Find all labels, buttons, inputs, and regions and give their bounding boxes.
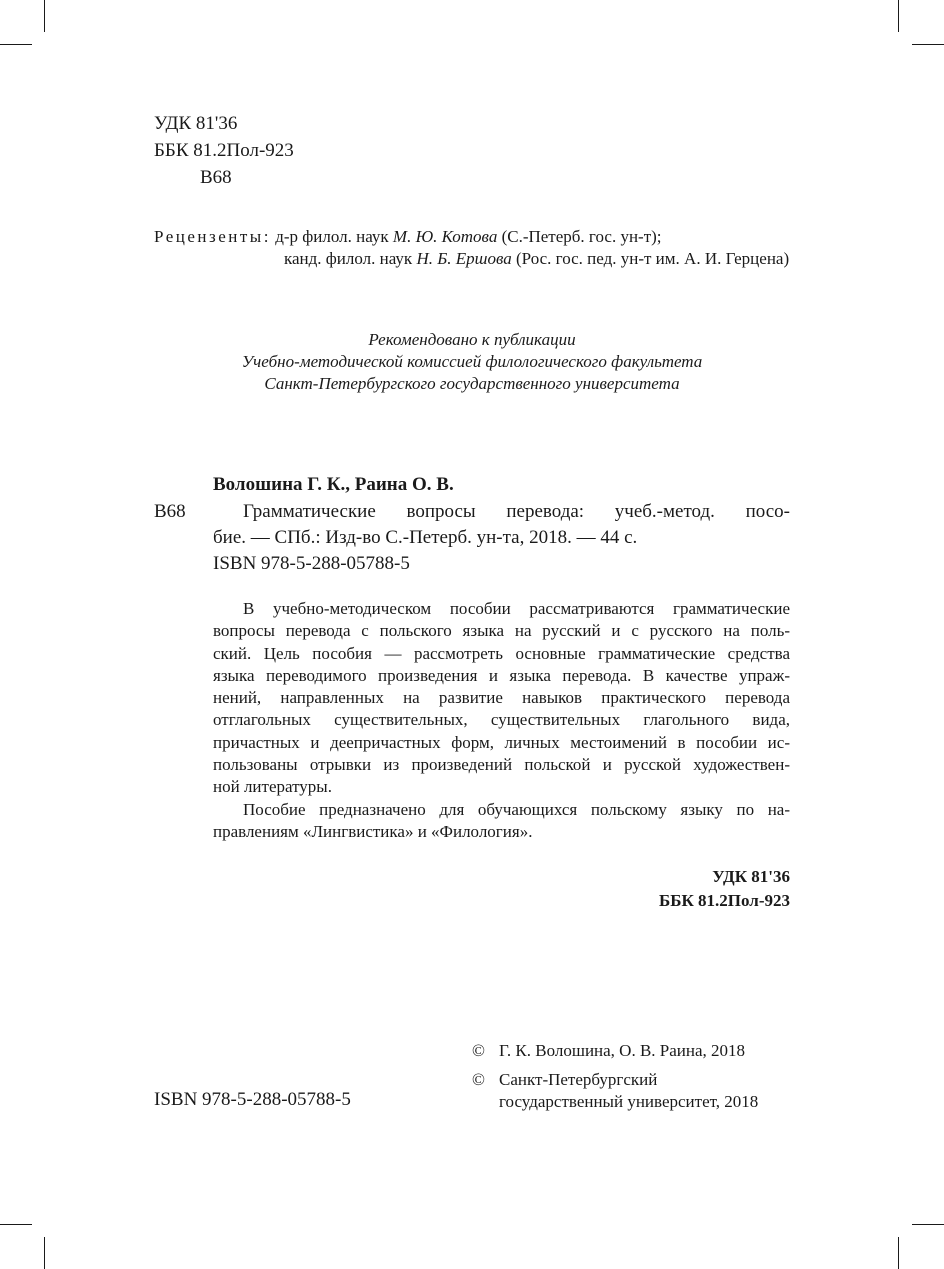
reviewer-name: М. Ю. Котова: [392, 227, 498, 246]
reviewers-line-2: канд. филол. наук Н. Б. Ершова (Рос. гос. пед. ун-т им. А. И. Герцена): [284, 249, 790, 268]
copyright-publisher-line-1: Санкт-Петербургский: [499, 1070, 658, 1089]
footer-isbn: ISBN 978-5-288-05788-5: [154, 1089, 351, 1110]
bib-title-line-1: Грамматические вопросы перевода: учеб.-метод. посо-: [243, 501, 790, 522]
classification-udk: УДК 81'36: [712, 867, 790, 886]
bib-isbn: ISBN 978-5-288-05788-5: [213, 553, 410, 574]
copyright-symbol: ©: [472, 1041, 485, 1060]
abstract-paragraph-1: В учебно-методическом пособии рассматриваются грамматические вопросы перевода с польского языка на русский и с русского на поль- ский. Цель пособия — рассмотреть основные грамматические средства языка переводимого произведения и языка перевода. В качестве упраж- нений, направленных на развитие навыков практического перевода отглагольных существительных, существительных глагольного вида, причастных и деепричастных форм, личных местоимений в пособии ис- пользованы отрывки из произведений польской и русской художествен- ной литературы.: [213, 599, 790, 797]
bib-mark: В68: [154, 501, 186, 522]
abstract-paragraph-2: Пособие предназначено для обучающихся польскому языку по на- правлениям «Лингвистика» и «Филология».: [213, 800, 790, 842]
crop-mark: [898, 0, 899, 32]
author-mark: В68: [200, 167, 232, 188]
classification-bbk: ББК 81.2Пол-923: [658, 891, 790, 910]
crop-mark: [898, 1237, 899, 1269]
reviewers-line-1: Рецензенты: д-р филол. наук М. Ю. Котова (С.-Петерб. гос. ун-т);: [154, 227, 662, 246]
crop-mark: [44, 1237, 45, 1269]
reviewers-label: Рецензенты:: [154, 227, 271, 246]
crop-mark: [912, 44, 944, 45]
copyright-symbol: ©: [472, 1070, 485, 1089]
bbk-code: ББК 81.2Пол-923: [154, 140, 294, 161]
reviewer-name: Н. Б. Ершова: [416, 249, 512, 268]
udk-code: УДК 81'36: [154, 113, 238, 134]
bib-title-line-2: бие. — СПб.: Изд-во С.-Петерб. ун-та, 2018. — 44 с.: [213, 527, 638, 548]
crop-mark: [44, 0, 45, 32]
recommendation-block: Рекомендовано к публикации Учебно-методической комиссией филологического факультета Санкт-Петербургского государственного университета: [241, 330, 703, 393]
crop-mark: [0, 1224, 32, 1225]
copyright-authors: Г. К. Волошина, О. В. Раина, 2018: [499, 1041, 746, 1060]
crop-mark: [0, 44, 32, 45]
copyright-publisher-line-2: государственный университет, 2018: [499, 1092, 759, 1111]
bib-authors: Волошина Г. К., Раина О. В.: [213, 474, 454, 495]
crop-mark: [912, 1224, 944, 1225]
